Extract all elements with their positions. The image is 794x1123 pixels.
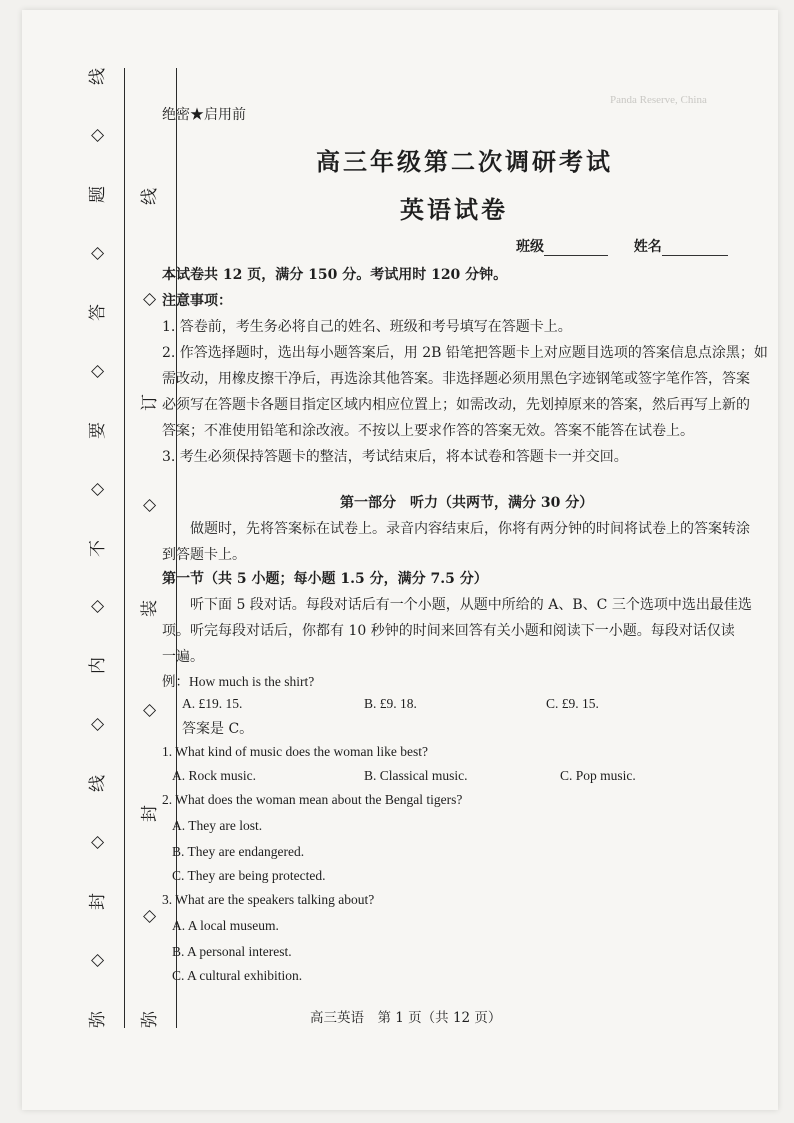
part1-instruction: 做题时，先将答案标在试卷上。录音内容结束后，你将有两分钟的时间将试卷上的答案转涂: [162, 521, 750, 537]
margin-divider-line: [124, 68, 125, 1028]
exam-subtitle: 英语试卷: [400, 195, 508, 224]
section1-heading: 第一节（共 5 小题；每小题 1.5 分，满分 7.5 分）: [162, 571, 488, 587]
bleed-through-text: Panda Reserve, China: [610, 94, 707, 106]
margin-outer-column: 线 ◇ 题 ◇ 答 ◇ 要 ◇ 不 ◇ 内 ◇ 线 ◇ 封 ◇ 弥: [87, 68, 108, 1028]
exam-title: 高三年级第二次调研考试: [316, 147, 613, 176]
q1-option-c[interactable]: C. Pop music.: [560, 768, 636, 783]
margin-inner-column: 线 ◇ 订 ◇ 装 ◇ 封 ◇ 弥: [139, 188, 160, 1028]
exam-page: [22, 10, 778, 1110]
part1-heading: 第一部分 听力（共两节，满分 30 分）: [340, 495, 594, 511]
class-label: 班级: [516, 239, 544, 255]
part1-instruction: 到答题卡上。: [162, 547, 246, 563]
note-line: 2. 作答选择题时，选出每小题答案后，用 2B 铅笔把答题卡上对应题目选项的答案信息点涂黑；如: [162, 345, 768, 361]
q2-option-b[interactable]: B. They are endangered.: [172, 844, 305, 859]
q1-option-b[interactable]: B. Classical music.: [364, 768, 468, 783]
q3-option-b[interactable]: B. A personal interest.: [172, 944, 292, 959]
question-2: 2. What does the woman mean about the Bengal tigers?: [162, 792, 463, 807]
question-3: 3. What are the speakers talking about?: [162, 892, 375, 907]
class-field[interactable]: [516, 236, 728, 256]
note-line: 3. 考生必须保持答题卡的整洁，考试结束后，将本试卷和答题卡一并交回。: [162, 449, 628, 465]
note-line: 1. 答卷前，考生务必将自己的姓名、班级和考号填写在答题卡上。: [162, 319, 572, 335]
name-blank[interactable]: [662, 241, 728, 256]
note-line: 需改动，用橡皮擦干净后，再选涂其他答案。非选择题必须用黑色字迹钢笔或签字笔作答，答案: [162, 371, 750, 387]
note-line: 必须写在答题卡各题目指定区域内相应位置上；如需改动，先划掉原来的答案，然后再写上新的: [162, 397, 750, 413]
example-option-b: B. £9. 18.: [364, 696, 417, 711]
section1-instruction: 项。听完每段对话后，你都有 10 秒钟的时间来回答有关小题和阅读下一小题。每段对话仅读: [162, 623, 735, 639]
section1-instruction: 听下面 5 段对话。每段对话后有一个小题，从题中所给的 A、B、C 三个选项中选出最佳选: [162, 597, 752, 613]
question-1: 1. What kind of music does the woman like best?: [162, 744, 428, 759]
q2-option-c[interactable]: C. They are being protected.: [172, 868, 326, 883]
example-option-c: C. £9. 15.: [546, 696, 599, 711]
q3-option-c[interactable]: C. A cultural exhibition.: [172, 968, 303, 983]
exam-intro: 本试卷共 12 页，满分 150 分。考试用时 120 分钟。: [162, 267, 508, 283]
name-label: 姓名: [633, 239, 662, 255]
class-blank[interactable]: [544, 241, 608, 256]
q1-option-a[interactable]: A. Rock music.: [172, 768, 256, 783]
example-answer: 答案是 C。: [182, 721, 254, 737]
q3-option-a[interactable]: A. A local museum.: [172, 918, 279, 933]
confidential-label: 绝密★启用前: [162, 107, 246, 123]
example-question: 例：How much is the shirt?: [162, 674, 315, 689]
q2-option-a[interactable]: A. They are lost.: [172, 818, 263, 833]
note-line: 答案；不准使用铅笔和涂改液。不按以上要求作答的答案无效。答案不能答在试卷上。: [162, 423, 694, 439]
page-footer: 高三英语 第 1 页（共 12 页）: [310, 1010, 502, 1026]
section1-instruction: 一遍。: [162, 649, 204, 665]
example-option-a: A. £19. 15.: [182, 696, 243, 711]
binding-margin: [78, 68, 170, 1028]
notes-heading: 注意事项：: [162, 293, 232, 309]
